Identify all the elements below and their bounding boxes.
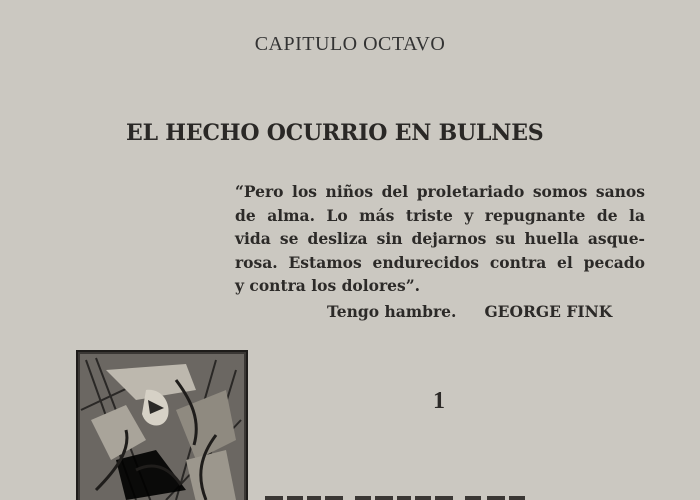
section-number: 1 [433, 388, 445, 414]
attribution-work: Tengo hambre. [327, 302, 457, 321]
epigraph-line: vida se desliza sin dejarnos su huella asque- [235, 229, 645, 248]
chapter-title: EL HECHO OCURRIO EN BULNES [126, 120, 544, 146]
epigraph-line: y contra los dolores”. [235, 276, 421, 295]
epigraph [235, 180, 645, 298]
epigraph-line: “Pero los niños del proletariado somos sanos [235, 182, 645, 201]
cutoff-text-fragment [265, 488, 565, 500]
epigraph-attribution [327, 302, 612, 321]
attribution-author: GEORGE FINK [484, 302, 613, 321]
epigraph-line: rosa. Estamos endurecidos contra el pecado [235, 252, 645, 272]
woodcut-illustration [76, 350, 248, 500]
epigraph-line: de alma. Lo más triste y repugnante de la [235, 205, 645, 225]
chapter-heading: CAPITULO OCTAVO [254, 33, 446, 55]
